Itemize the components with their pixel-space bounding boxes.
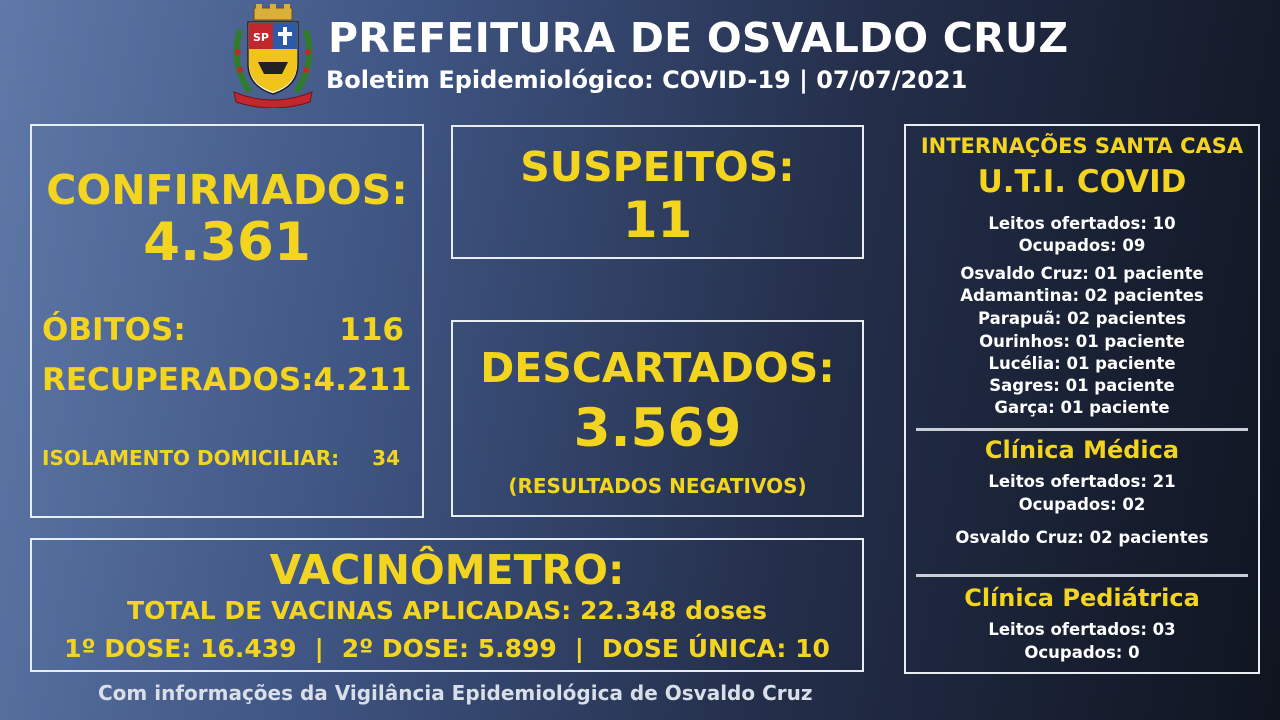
icu-patient-item: Lucélia: 01 paciente <box>988 354 1176 373</box>
discarded-value: 3.569 <box>573 398 742 459</box>
hospitalizations-header: INTERNAÇÕES SANTA CASA <box>920 134 1244 158</box>
pediatric-clinic-title: Clínica Pediátrica <box>964 584 1200 612</box>
page-subtitle: Boletim Epidemiológico: COVID-19 | 07/07/2021 <box>326 66 968 94</box>
city-coat-of-arms-icon <box>230 4 316 108</box>
home-isolation-label: ISOLAMENTO DOMICILIAR: <box>42 446 340 470</box>
icu-patient-item: Parapuã: 02 pacientes <box>977 309 1186 328</box>
vaccine-doses-row <box>32 634 862 663</box>
recovered-row <box>42 362 412 398</box>
vaccine-total: TOTAL DE VACINAS APLICADAS: 22.348 doses <box>127 596 767 625</box>
icu-beds-offered: Leitos ofertados: 10 <box>988 214 1176 233</box>
medical-clinic-patient-item: Osvaldo Cruz: 02 pacientes <box>955 528 1209 547</box>
discarded-note: (RESULTADOS NEGATIVOS) <box>508 474 807 498</box>
confirmed-label: CONFIRMADOS: <box>46 166 408 214</box>
deaths-label: ÓBITOS: <box>42 312 186 348</box>
confirmed-panel <box>30 124 424 518</box>
discarded-label: DESCARTADOS: <box>480 344 835 392</box>
pediatric-clinic-beds-occupied: Ocupados: 0 <box>1024 643 1140 662</box>
deaths-value: 116 <box>339 312 404 348</box>
suspected-label: SUSPEITOS: <box>520 143 795 191</box>
icu-patient-item: Osvaldo Cruz: 01 paciente <box>960 264 1204 283</box>
dose-separator: | <box>314 634 324 663</box>
page-title: PREFEITURA DE OSVALDO CRUZ <box>328 14 1069 62</box>
section-divider <box>916 428 1248 431</box>
medical-clinic-beds-occupied: Ocupados: 02 <box>1018 495 1146 514</box>
vaccine-meter-label: VACINÔMETRO: <box>269 546 625 594</box>
icu-beds-occupied: Ocupados: 09 <box>1018 236 1146 255</box>
icu-patient-item: Garça: 01 paciente <box>994 398 1170 417</box>
footer-source-note: Com informações da Vigilância Epidemiológica de Osvaldo Cruz <box>98 681 813 705</box>
first-dose: 1º DOSE: 16.439 <box>64 634 297 663</box>
vaccine-meter-panel <box>30 538 864 672</box>
second-dose: 2º DOSE: 5.899 <box>341 634 557 663</box>
icu-patient-item: Adamantina: 02 pacientes <box>960 286 1204 305</box>
icu-patient-item: Sagres: 01 paciente <box>989 376 1175 395</box>
section-divider <box>916 574 1248 577</box>
discarded-panel <box>451 320 864 517</box>
home-isolation-row <box>42 446 400 470</box>
home-isolation-value: 34 <box>372 446 400 470</box>
suspected-panel <box>451 125 864 259</box>
deaths-row <box>42 312 404 348</box>
icu-title: U.T.I. COVID <box>977 164 1187 200</box>
medical-clinic-title: Clínica Médica <box>984 436 1180 464</box>
suspected-value: 11 <box>622 191 693 249</box>
hospitalizations-panel <box>904 124 1260 674</box>
icu-patient-item: Ourinhos: 01 paciente <box>979 332 1185 351</box>
confirmed-value: 4.361 <box>143 212 311 273</box>
recovered-label: RECUPERADOS: <box>42 362 314 398</box>
single-dose: DOSE ÚNICA: 10 <box>601 634 830 663</box>
pediatric-clinic-beds-offered: Leitos ofertados: 03 <box>988 620 1176 639</box>
recovered-value: 4.211 <box>313 362 412 398</box>
svg-text:SP: SP <box>253 31 269 44</box>
medical-clinic-beds-offered: Leitos ofertados: 21 <box>988 472 1176 491</box>
dose-separator: | <box>574 634 584 663</box>
